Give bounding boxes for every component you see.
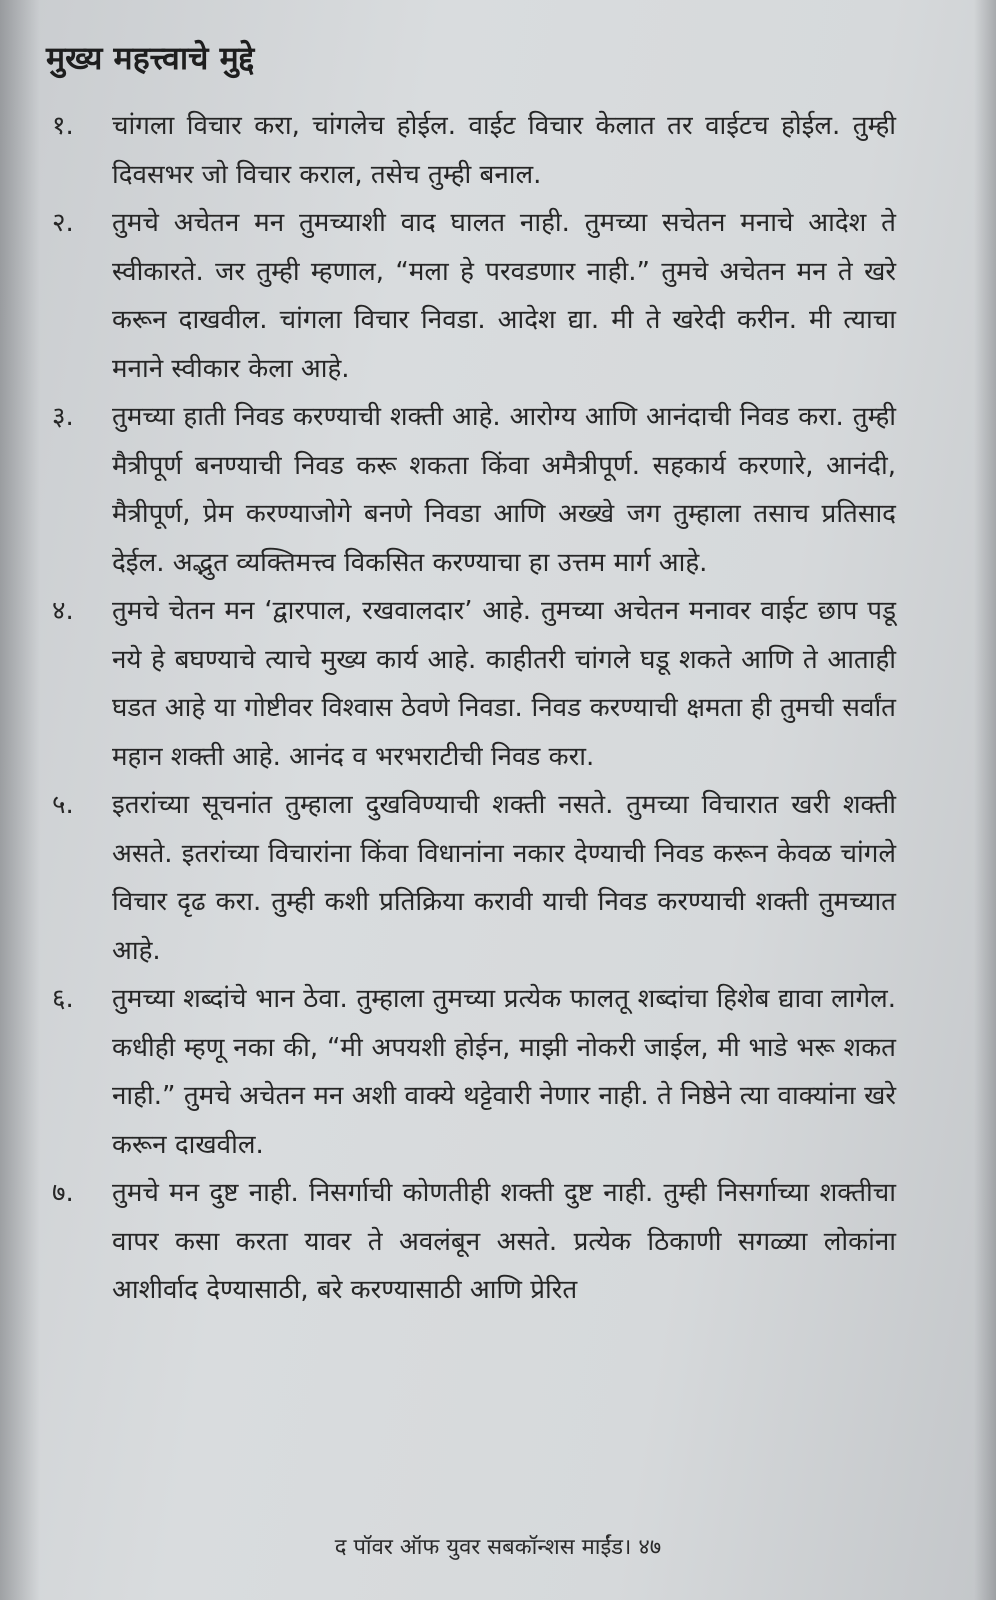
key-point [46,1169,896,1315]
key-point [46,975,896,1169]
section-heading: मुख्य महत्त्वाचे मुद्दे [46,39,255,77]
point-text: तुमचे चेतन मन ‘द्वारपाल, रखवालदार’ आहे. तुमच्या अचेतन मनावर वाईट छाप पडू नये हे बघण्याचे त्याचे मुख्य कार्य आहे. काहीतरी चांगले घडू शकते आणि ते आताही घडत आहे या गोष्टीवर विश्वास ठेवणे निवडा. निवड करण्याची क्षमता ही तुमची सर्वांत महान शक्ती आहे. आनंद व भरभराटीची निवड करा. [112,596,896,772]
point-text: इतरांच्या सूचनांत तुम्हाला दुखविण्याची शक्ती नसते. तुमच्या विचारात खरी शक्ती असते. इतरांच्या विचारांना किंवा विधानांना नकार देण्याची निवड करून केवळ चांगले विचार दृढ करा. तुम्ही कशी प्रतिक्रिया करावी याची निवड करण्याची शक्ती तुमच्यात आहे. [112,790,896,966]
point-text: तुमच्या हाती निवड करण्याची शक्ती आहे. आरोग्य आणि आनंदाची निवड करा. तुम्ही मैत्रीपूर्ण बनण्याची निवड करू शकता किंवा अमैत्रीपूर्ण. सहकार्य करणारे, आनंदी, मैत्रीपूर्ण, प्रेम करण्याजोगे बनणे निवडा आणि अख्खे जग तुम्हाला तसाच प्रतिसाद देईल. अद्भुत व्यक्तिमत्त्व विकसित करण्याचा हा उत्तम मार्ग आहे. [112,402,896,578]
page-footer: द पॉवर ऑफ युवर सबकॉन्शस माईंड। ४७ [334,1535,662,1560]
key-point [46,199,896,393]
key-point [46,393,896,587]
point-text: तुमचे अचेतन मन तुमच्याशी वाद घालत नाही. तुमच्या सचेतन मनाचे आदेश ते स्वीकारते. जर तुम्ही म्हणाल, “मला हे परवडणार नाही.” तुमचे अचेतन मन ते खरे करून दाखवील. चांगला विचार निवडा. आदेश द्या. मी ते खरेदी करीन. मी त्याचा मनाने स्वीकार केला आहे. [112,208,896,384]
key-point [46,102,896,199]
key-point [46,781,896,975]
point-text: तुमचे मन दुष्ट नाही. निसर्गाची कोणतीही शक्ती दुष्ट नाही. तुम्ही निसर्गाच्या शक्तीचा वापर कसा करता यावर ते अवलंबून असते. प्रत्येक ठिकाणी सगळ्या लोकांना आशीर्वाद देण्यासाठी, बरे करण्यासाठी आणि प्रेरित [112,1178,896,1305]
point-number: १. [52,111,74,141]
point-number: ६. [52,984,74,1014]
point-text: चांगला विचार करा, चांगलेच होईल. वाईट विचार केलात तर वाईटच होईल. तुम्ही दिवसभर जो विचार कराल, तसेच तुम्ही बनाल. [112,111,896,190]
key-points-list [46,102,896,1315]
point-number: ३. [52,402,74,432]
point-number: २. [52,208,74,238]
key-point [46,587,896,781]
point-text: तुमच्या शब्दांचे भान ठेवा. तुम्हाला तुमच्या प्रत्येक फालतू शब्दांचा हिशेब द्यावा लागेल. कधीही म्हणू नका की, “मी अपयशी होईन, माझी नोकरी जाईल, मी भाडे भरू शकत नाही.” तुमचे अचेतन मन अशी वाक्ये थट्टेवारी नेणार नाही. ते निष्ठेने त्या वाक्यांना खरे करून दाखवील. [112,984,896,1160]
point-number: ४. [52,596,74,626]
point-number: ५. [52,790,74,820]
point-number: ७. [52,1178,74,1208]
